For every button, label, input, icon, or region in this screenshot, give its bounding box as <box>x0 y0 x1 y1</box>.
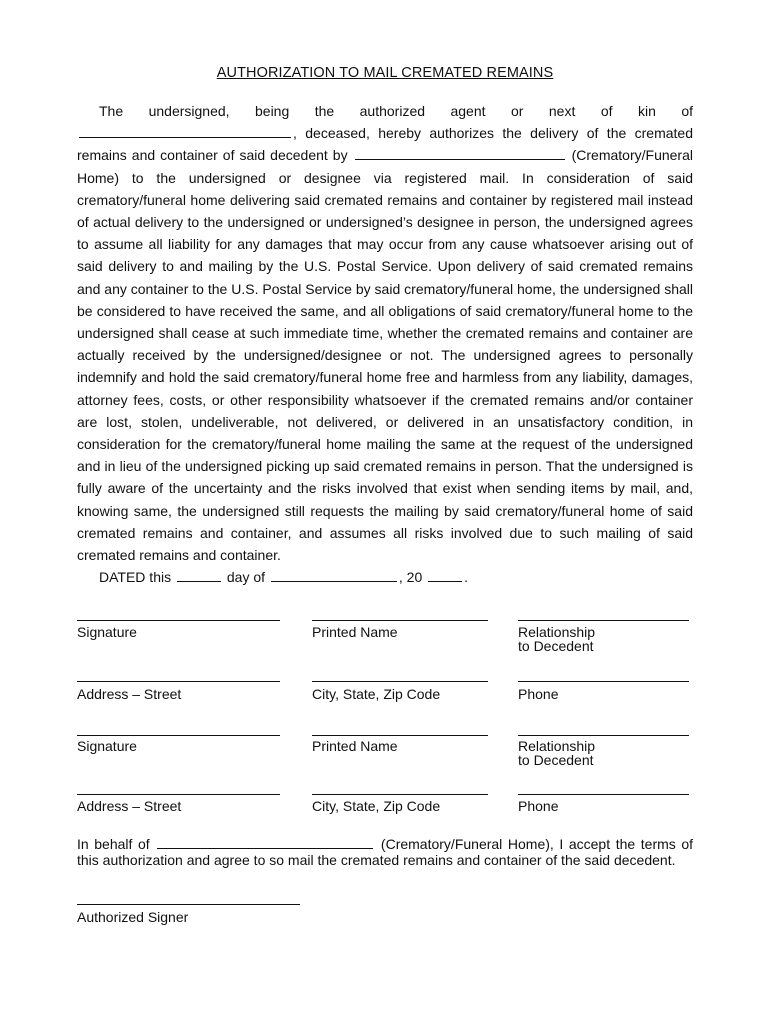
dated-prefix: DATED this <box>99 569 172 585</box>
dated-end: . <box>464 569 469 585</box>
authorized-signer-label: Authorized Signer <box>77 909 189 925</box>
address-2-label: Address – Street <box>77 798 182 814</box>
body-segment-2: , deceased, hereby authorizes the delivery of the cremated remains and container of said decedent by <box>77 125 693 164</box>
signature-1-field[interactable] <box>77 620 280 621</box>
behalf-prefix: In behalf of <box>77 836 150 852</box>
address-2-field[interactable] <box>77 794 280 795</box>
phone-1-field[interactable] <box>518 681 689 682</box>
relationship-2-label-line2: to Decedent <box>518 752 594 768</box>
behalf-text: (Crematory/Funeral Home), I accept the terms of this authorization and agree to so mail the cremated remains and container of the said decedent. <box>77 836 694 868</box>
address-1-field[interactable] <box>77 681 280 682</box>
city-2-label: City, State, Zip Code <box>312 798 441 814</box>
dated-line <box>99 566 468 588</box>
relationship-2-field[interactable] <box>518 735 689 736</box>
phone-2-field[interactable] <box>518 794 689 795</box>
city-1-field[interactable] <box>312 681 488 682</box>
relationship-1-label: Relationship <box>518 624 596 640</box>
dated-day-field[interactable] <box>177 567 221 582</box>
address-1-label: Address – Street <box>77 686 182 702</box>
dated-day-of: day of <box>226 569 266 585</box>
printed-name-1-label: Printed Name <box>312 624 398 640</box>
authorization-body <box>77 100 693 566</box>
signature-1-label: Signature <box>77 624 137 640</box>
phone-1-label: Phone <box>518 686 559 702</box>
dated-year-prefix: , 20 <box>398 569 423 585</box>
document-title: AUTHORIZATION TO MAIL CREMATED REMAINS <box>216 65 554 81</box>
body-segment-1: The undersigned, being the authorized agent or next of kin of <box>99 103 693 119</box>
behalf-statement <box>77 834 693 868</box>
signature-2-field[interactable] <box>77 735 280 736</box>
relationship-2-label: Relationship <box>518 738 596 754</box>
behalf-crematory-field[interactable] <box>157 834 373 849</box>
city-1-label: City, State, Zip Code <box>312 686 441 702</box>
printed-name-2-field[interactable] <box>312 735 488 736</box>
relationship-1-field[interactable] <box>518 620 689 621</box>
signature-2-label: Signature <box>77 738 137 754</box>
dated-year-field[interactable] <box>428 567 462 582</box>
body-segment-3: (Crematory/Funeral Home) to the undersigned or designee via registered mail. In consideration of said crematory/funeral home delivering said cremated remains and container by registered mail instead of actual delivery to the undersigned or undersigned’s designee in person, the undersigned agrees to assume all liability for any damages that may occur from any cause whatsoever arising out of said delivery to and mailing by the U.S. Postal Service. Upon delivery of said cremated remains and any container to the U.S. Postal Service by said crematory/funeral home, the undersigned shall be considered to have received the same, and all obligations of said crematory/funeral home to the undersigned shall cease at such immediate time, whether the cremated remains and container are actually received by the undersigned/designee or not. The undersigned agrees to personally indemnify and hold the said crematory/funeral home free and harmless from any liability, damages, attorney fees, costs, or other responsibility whatsoever if the cremated remains and/or container are lost, stolen, undeliverable, not delivered, or delivered in an unsatisfactory condition, in consideration for the crematory/funeral home mailing the same at the request of the undersigned and in lieu of the undersigned picking up said cremated remains in person. That the undersigned is fully aware of the uncertainty and the risks involved that exist when sending items by mail, and, knowing same, the undersigned still requests the mailing by said crematory/funeral home of said cremated remains and container, and assumes all risks involved due to such mailing of said cremated remains and container. <box>77 147 693 564</box>
relationship-1-label-line2: to Decedent <box>518 638 594 654</box>
phone-2-label: Phone <box>518 798 559 814</box>
city-2-field[interactable] <box>312 794 488 795</box>
authorized-signer-field[interactable] <box>77 904 300 905</box>
printed-name-2-label: Printed Name <box>312 738 398 754</box>
decedent-name-field[interactable] <box>79 123 291 138</box>
dated-month-field[interactable] <box>271 567 397 582</box>
printed-name-1-field[interactable] <box>312 620 488 621</box>
crematory-name-field[interactable] <box>355 145 565 160</box>
